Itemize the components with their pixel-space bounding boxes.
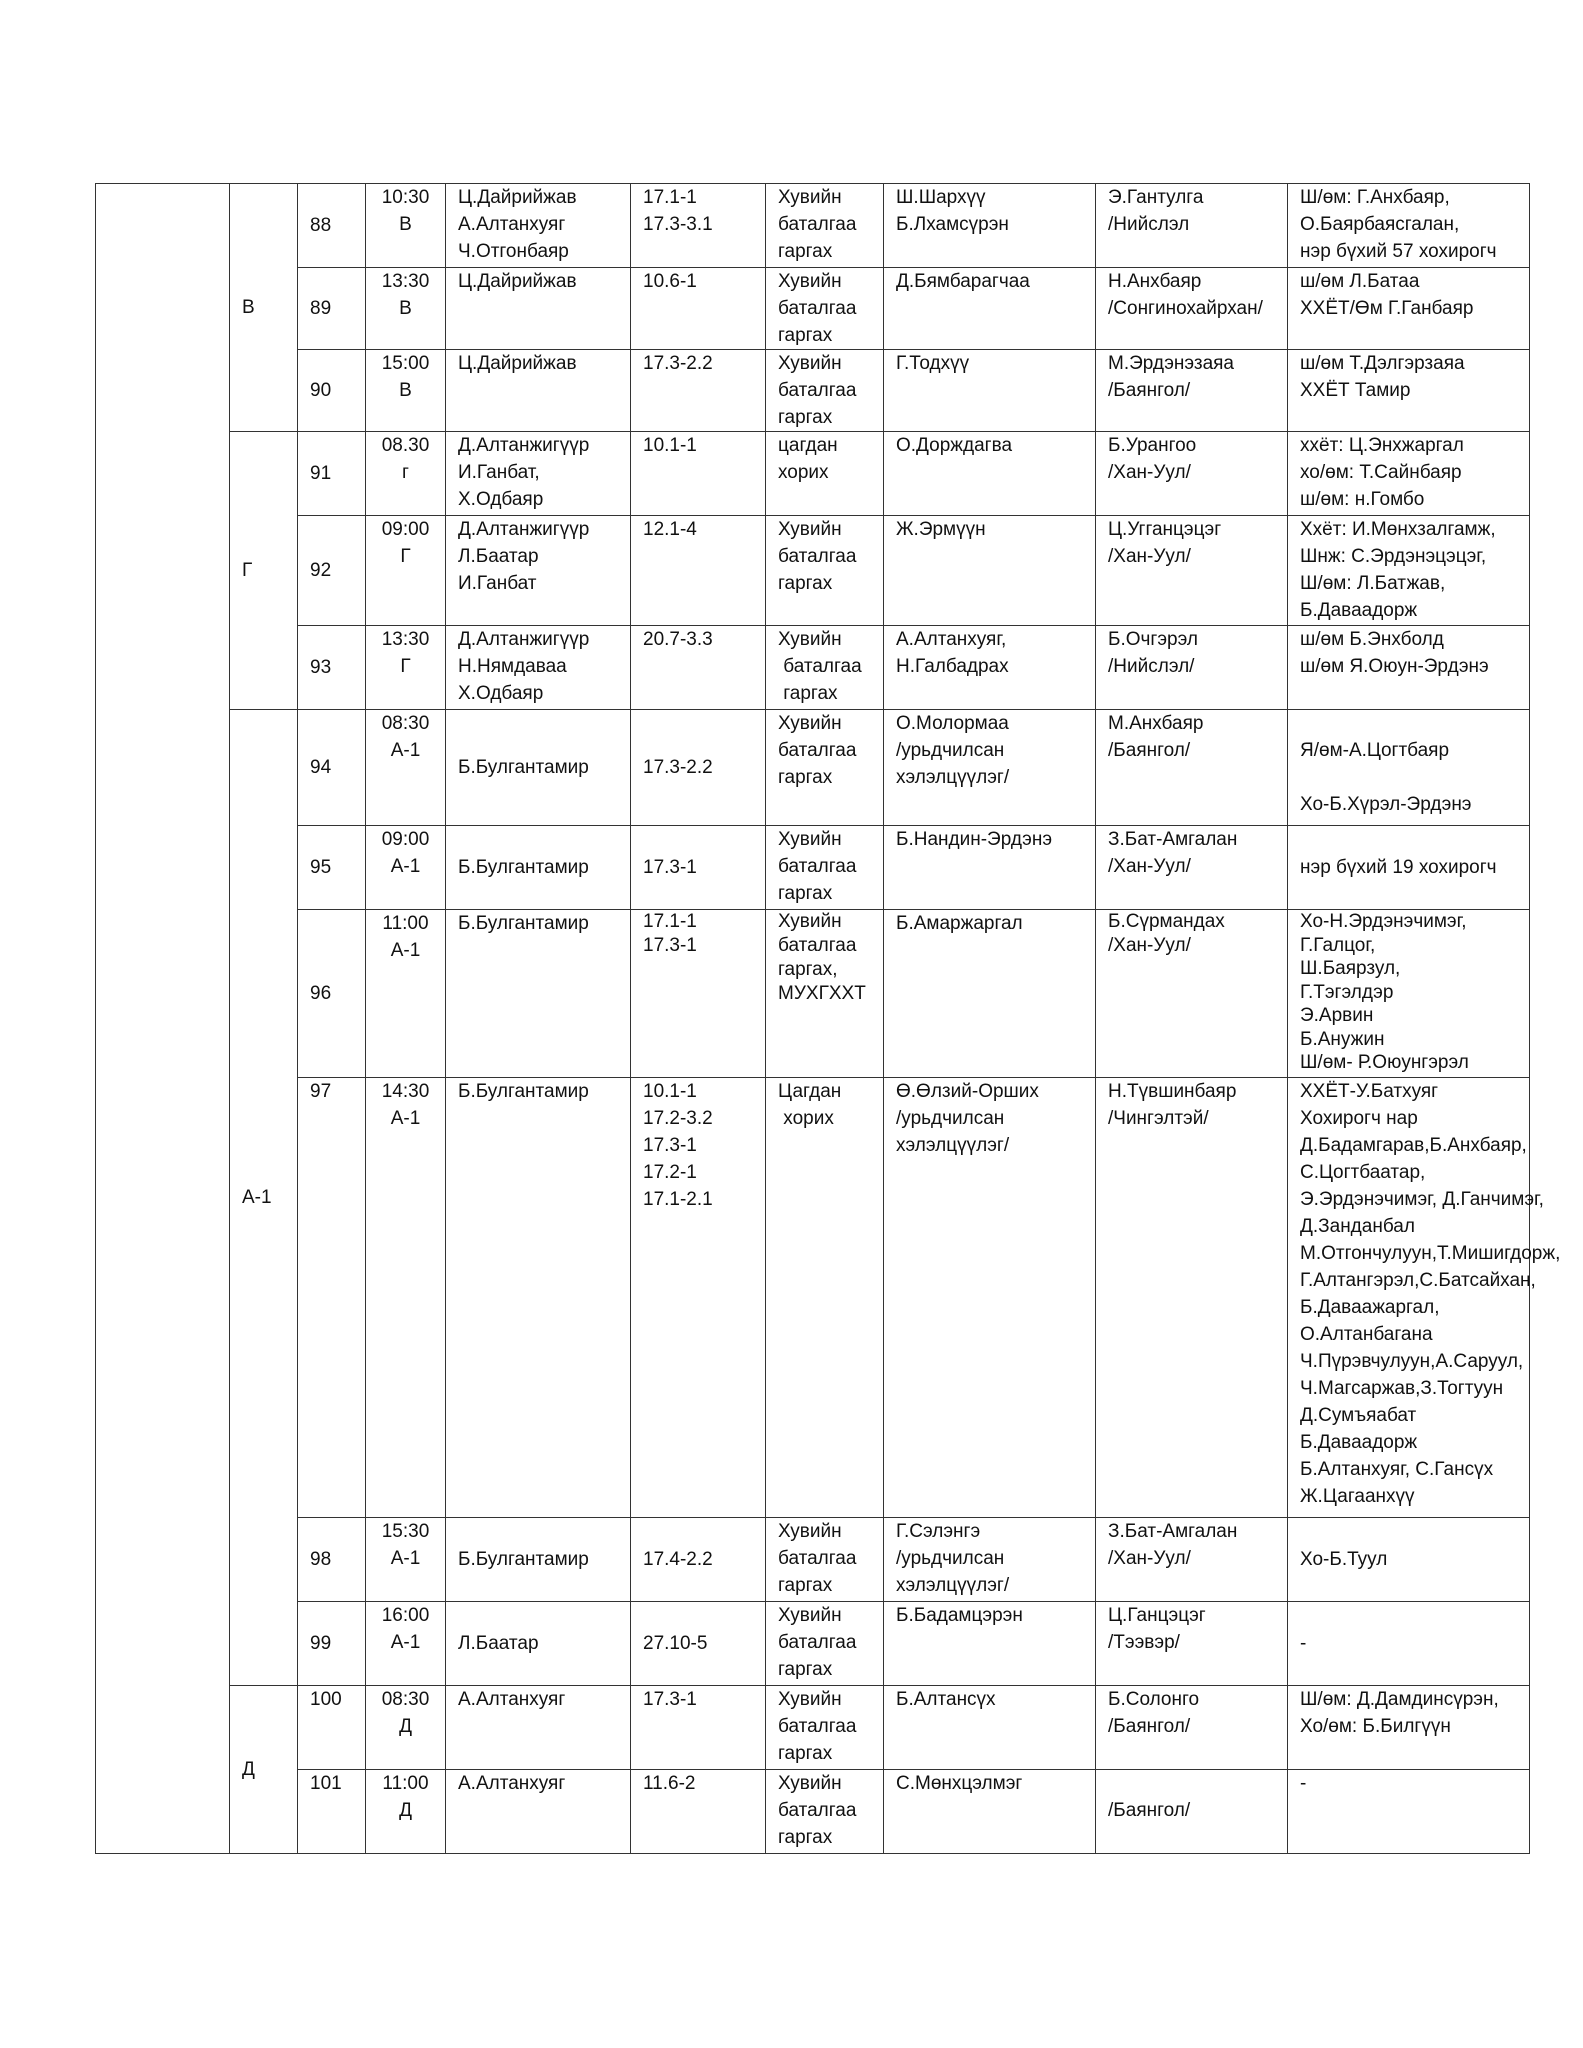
participants-list: ш/өм Б.Энхболд ш/өм Я.Оюун-Эрдэнэ	[1288, 626, 1530, 710]
judge-names: Ц.Дайрийжав	[446, 268, 631, 350]
hearing-time: 10:30 В	[366, 184, 446, 268]
article-codes: 17.3-2.2	[631, 710, 766, 826]
case-number: 93	[298, 626, 366, 710]
table-row	[96, 826, 1530, 910]
prosecutor-district: /Баянгол/	[1096, 1770, 1288, 1854]
defendant-names: Г.Тодхүү	[884, 350, 1096, 432]
article-codes: 11.6-2	[631, 1770, 766, 1854]
article-codes: 17.3-2.2	[631, 350, 766, 432]
table-row	[96, 710, 1530, 826]
table-row	[96, 268, 1530, 350]
table-row	[96, 1602, 1530, 1686]
defendant-names: Г.Сэлэнгэ /урьдчилсан хэлэлцүүлэг/	[884, 1518, 1096, 1602]
case-number: 95	[298, 826, 366, 910]
participants-list: Я/өм-А.Цогтбаяр Хо-Б.Хүрэл-Эрдэнэ	[1288, 710, 1530, 826]
preventive-measure: Цагдан хорих	[766, 1078, 884, 1518]
table-row	[96, 1078, 1530, 1518]
defendant-names: Б.Алтансүх	[884, 1686, 1096, 1770]
judge-names: Л.Баатар	[446, 1602, 631, 1686]
judge-names: Ц.Дайрийжав А.Алтанхуяг Ч.Отгонбаяр	[446, 184, 631, 268]
article-codes: 17.3-1	[631, 1686, 766, 1770]
article-codes: 10.1-1	[631, 432, 766, 516]
defendant-names: С.Мөнхцэлмэг	[884, 1770, 1096, 1854]
prosecutor-district: Б.Солонго /Баянгол/	[1096, 1686, 1288, 1770]
case-number: 90	[298, 350, 366, 432]
prosecutor-district: Э.Гантулга /Нийслэл	[1096, 184, 1288, 268]
participants-list: Ххёт: И.Мөнхзалгамж, Шнж: С.Эрдэнэцэцэг, Ш/өм: Л.Батжав, Б.Даваадорж	[1288, 516, 1530, 626]
defendant-names: Ө.Өлзий-Орших /урьдчилсан хэлэлцүүлэг/	[884, 1078, 1096, 1518]
article-codes: 17.4-2.2	[631, 1518, 766, 1602]
prosecutor-district: М.Анхбаяр /Баянгол/	[1096, 710, 1288, 826]
preventive-measure: Хувийн баталгаа гаргах	[766, 516, 884, 626]
judge-names: А.Алтанхуяг	[446, 1686, 631, 1770]
participants-list: ххёт: Ц.Энхжаргал хо/өм: Т.Сайнбаяр ш/өм: н.Гомбо	[1288, 432, 1530, 516]
participants-list: Хо-Н.Эрдэнэчимэг, Г.Галцог, Ш.Баярзул, Г.Тэгэлдэр Э.Арвин Б.Анужин Ш/өм- Р.Оюунгэрэл	[1288, 910, 1530, 1078]
judge-names: Б.Булгантамир	[446, 1078, 631, 1518]
defendant-names: Ж.Эрмүүн	[884, 516, 1096, 626]
case-number: 88	[298, 184, 366, 268]
prosecutor-district: Н.Анхбаяр /Сонгинохайрхан/	[1096, 268, 1288, 350]
article-codes: 12.1-4	[631, 516, 766, 626]
blank-first-column	[96, 184, 230, 1854]
preventive-measure: Хувийн баталгаа гаргах	[766, 1518, 884, 1602]
table-row	[96, 626, 1530, 710]
table-row	[96, 432, 1530, 516]
article-codes: 17.3-1	[631, 826, 766, 910]
participants-list: Ш/өм: Г.Анхбаяр, О.Баярбаясгалан, нэр бүхий 57 хохирогч	[1288, 184, 1530, 268]
prosecutor-district: Ц.Ганцэцэг /Тээвэр/	[1096, 1602, 1288, 1686]
defendant-names: Ш.Шархүү Б.Лхамсүрэн	[884, 184, 1096, 268]
article-codes: 10.1-1 17.2-3.2 17.3-1 17.2-1 17.1-2.1	[631, 1078, 766, 1518]
article-codes: 20.7-3.3	[631, 626, 766, 710]
defendant-names: О.Дорждагва	[884, 432, 1096, 516]
defendant-names: Б.Бадамцэрэн	[884, 1602, 1096, 1686]
courtroom-cell: А-1	[230, 710, 298, 1686]
prosecutor-district: Ц.Угганцэцэг /Хан-Уул/	[1096, 516, 1288, 626]
prosecutor-district: Н.Түвшинбаяр /Чингэлтэй/	[1096, 1078, 1288, 1518]
hearing-time: 09:00 Г	[366, 516, 446, 626]
participants-list: ш/өм Л.Батаа ХХЁТ/Өм Г.Ганбаяр	[1288, 268, 1530, 350]
preventive-measure: Хувийн баталгаа гаргах	[766, 184, 884, 268]
participants-list: -	[1288, 1602, 1530, 1686]
hearing-time: 14:30 А-1	[366, 1078, 446, 1518]
hearing-time: 15:30 А-1	[366, 1518, 446, 1602]
hearing-time: 08:30 А-1	[366, 710, 446, 826]
hearing-time: 08:30 Д	[366, 1686, 446, 1770]
defendant-names: О.Молормаа /урьдчилсан хэлэлцүүлэг/	[884, 710, 1096, 826]
courtroom-cell: Г	[230, 432, 298, 710]
table-row	[96, 1518, 1530, 1602]
preventive-measure: Хувийн баталгаа гаргах	[766, 710, 884, 826]
court-schedule-table	[95, 183, 1561, 1854]
hearing-time: 11:00 Д	[366, 1770, 446, 1854]
judge-names: Ц.Дайрийжав	[446, 350, 631, 432]
prosecutor-district: Б.Урангоо /Хан-Уул/	[1096, 432, 1288, 516]
participants-list: нэр бүхий 19 хохирогч	[1288, 826, 1530, 910]
prosecutor-district: Б.Сүрмандах /Хан-Уул/	[1096, 910, 1288, 1078]
preventive-measure: Хувийн баталгаа гаргах	[766, 1770, 884, 1854]
preventive-measure: Хувийн баталгаа гаргах	[766, 350, 884, 432]
judge-names: А.Алтанхуяг	[446, 1770, 631, 1854]
judge-names: Б.Булгантамир	[446, 710, 631, 826]
case-number: 92	[298, 516, 366, 626]
case-number: 98	[298, 1518, 366, 1602]
preventive-measure: Хувийн баталгаа гаргах	[766, 826, 884, 910]
judge-names: Б.Булгантамир	[446, 1518, 631, 1602]
case-number: 89	[298, 268, 366, 350]
table-row	[96, 350, 1530, 432]
defendant-names: Б.Нандин-Эрдэнэ	[884, 826, 1096, 910]
case-number: 97	[298, 1078, 366, 1518]
judge-names: Б.Булгантамир	[446, 826, 631, 910]
table-row	[96, 516, 1530, 626]
preventive-measure: Хувийн баталгаа гаргах	[766, 268, 884, 350]
defendant-names: А.Алтанхуяг, Н.Галбадрах	[884, 626, 1096, 710]
prosecutor-district: З.Бат-Амгалан /Хан-Уул/	[1096, 826, 1288, 910]
table-row	[96, 184, 1530, 268]
hearing-time: 13:30 Г	[366, 626, 446, 710]
judge-names: Д.Алтанжигүүр Н.Нямдаваа Х.Одбаяр	[446, 626, 631, 710]
preventive-measure: Хувийн баталгаа гаргах	[766, 1686, 884, 1770]
case-number: 91	[298, 432, 366, 516]
judge-names: Б.Булгантамир	[446, 910, 631, 1078]
preventive-measure: цагдан хорих	[766, 432, 884, 516]
defendant-names: Б.Амаржаргал	[884, 910, 1096, 1078]
courtroom-cell: Д	[230, 1686, 298, 1854]
participants-list: Хо-Б.Туул	[1288, 1518, 1530, 1602]
case-number: 99	[298, 1602, 366, 1686]
article-codes: 17.1-1 17.3-1	[631, 910, 766, 1078]
hearing-time: 13:30 В	[366, 268, 446, 350]
judge-names: Д.Алтанжигүүр Л.Баатар И.Ганбат	[446, 516, 631, 626]
table-row	[96, 1770, 1530, 1854]
case-number: 100	[298, 1686, 366, 1770]
article-codes: 27.10-5	[631, 1602, 766, 1686]
participants-list: ХХЁТ-У.Батхуяг Хохирогч нар Д.Бадамгарав,Б.Анхбаяр, С.Цогтбаатар, Э.Эрдэнэчимэг, Д.Ганчимэг, Д.Занданбал М.Отгончулуун,Т.Мишигдорж, Г.Алтангэрэл,С.Батсайхан, Б.Даваажаргал, О.Алтанбагана Ч.Пүрэвчулуун,А.Саруул, Ч.Магсаржав,З.Тогтуун Д.Сумъяабат Б.Даваадорж Б.Алтанхуяг, С.Гансүх Ж.Цагаанхүү	[1288, 1078, 1530, 1518]
hearing-time: 09:00 А-1	[366, 826, 446, 910]
case-number: 101	[298, 1770, 366, 1854]
prosecutor-district: М.Эрдэнэзаяа /Баянгол/	[1096, 350, 1288, 432]
participants-list: ш/өм Т.Дэлгэрзаяа ХХЁТ Тамир	[1288, 350, 1530, 432]
hearing-time: 08.30 г	[366, 432, 446, 516]
participants-list: -	[1288, 1770, 1530, 1854]
table-row	[96, 910, 1530, 1078]
table-row	[96, 1686, 1530, 1770]
judge-names: Д.Алтанжигүүр И.Ганбат, Х.Одбаяр	[446, 432, 631, 516]
article-codes: 10.6-1	[631, 268, 766, 350]
preventive-measure: Хувийн баталгаа гаргах	[766, 626, 884, 710]
hearing-time: 11:00 А-1	[366, 910, 446, 1078]
courtroom-cell: В	[230, 184, 298, 432]
participants-list: Ш/өм: Д.Дамдинсүрэн, Хо/өм: Б.Билгүүн	[1288, 1686, 1530, 1770]
case-number: 94	[298, 710, 366, 826]
hearing-time: 15:00 В	[366, 350, 446, 432]
prosecutor-district: З.Бат-Амгалан /Хан-Уул/	[1096, 1518, 1288, 1602]
hearing-time: 16:00 А-1	[366, 1602, 446, 1686]
article-codes: 17.1-1 17.3-3.1	[631, 184, 766, 268]
prosecutor-district: Б.Очгэрэл /Нийслэл/	[1096, 626, 1288, 710]
preventive-measure: Хувийн баталгаа гаргах	[766, 1602, 884, 1686]
preventive-measure: Хувийн баталгаа гаргах, МУХГХХТ	[766, 910, 884, 1078]
defendant-names: Д.Бямбарагчаа	[884, 268, 1096, 350]
case-number: 96	[298, 910, 366, 1078]
